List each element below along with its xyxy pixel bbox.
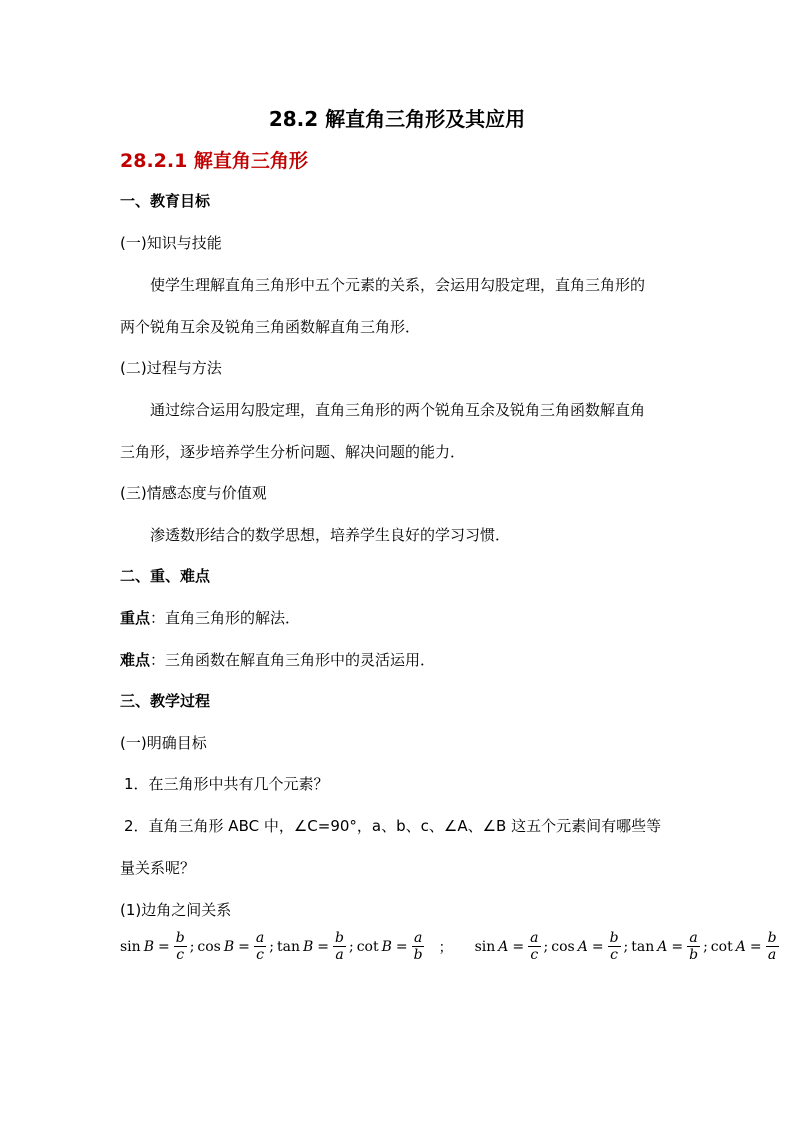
formula-fraction	[766, 930, 779, 963]
fraction-numerator: a	[689, 930, 698, 946]
fraction-denominator: c	[256, 947, 264, 963]
formula-equals: =	[512, 938, 525, 955]
knowledge-paragraph-line2: 两个锐角互余及锐角三角函数解直角三角形．	[120, 318, 421, 336]
formula-function: cot	[710, 938, 733, 955]
key-point-line	[120, 608, 300, 628]
formula-angle: A	[657, 938, 668, 955]
fraction-denominator: b	[689, 947, 699, 963]
question-1: 1．在三角形中共有几个元素？	[124, 775, 329, 793]
formula-angle: B	[223, 938, 235, 955]
key-point-text: ：直角三角形的解法．	[150, 609, 301, 627]
question-2-line2: 量关系呢？	[120, 859, 196, 877]
formula-equals: =	[671, 938, 684, 955]
fraction-numerator: a	[255, 930, 265, 946]
trig-formula-tan-a	[631, 930, 700, 963]
formula-semicolon: ;	[189, 938, 195, 955]
formula-function: tan	[631, 938, 655, 955]
formula-fraction	[333, 930, 346, 963]
fraction-numerator: b	[767, 930, 777, 946]
knowledge-heading: (一)知识与技能	[120, 234, 222, 252]
trig-formula-line	[120, 930, 779, 963]
difficulty-label: 难点	[120, 651, 151, 669]
knowledge-paragraph-line1: 使学生理解直角三角形中五个元素的关系，会运用勾股定理，直角三角形的	[150, 276, 646, 294]
formula-equals: =	[395, 938, 408, 955]
formula-fraction	[528, 930, 540, 963]
goals-heading: 一、教育目标	[120, 192, 211, 210]
formula-equals: =	[591, 938, 604, 955]
formula-semicolon: ;	[703, 938, 708, 955]
formula-fraction	[608, 930, 621, 963]
trig-formula-tan-b	[277, 930, 346, 963]
document-title: 28.2 解直角三角形及其应用	[268, 107, 526, 131]
fraction-denominator: c	[530, 947, 539, 963]
formula-angle: B	[302, 938, 314, 955]
trig-formula-cos-a	[551, 930, 620, 963]
trig-formula-sin-a	[475, 930, 541, 963]
question-2-line1: 2．直角三角形 ABC 中，∠C=90°，a、b、c、∠A、∠B 这五个元素间有哪些等	[124, 817, 662, 835]
formula-fraction	[254, 930, 266, 963]
key-points-heading: 二、重、难点	[120, 567, 211, 585]
formula-semicolon: ;	[543, 938, 549, 955]
trig-formula-sin-b	[120, 930, 187, 963]
section-subtitle: 28.2.1 解直角三角形	[120, 150, 308, 172]
relation-heading: (1)边角之间关系	[120, 901, 232, 919]
formula-angle: B	[381, 938, 392, 955]
fraction-numerator: b	[335, 930, 344, 946]
teaching-process-heading: 三、教学过程	[120, 692, 211, 710]
difficulty-line	[120, 650, 435, 670]
formula-semicolon: ;	[348, 938, 354, 955]
formula-angle: B	[143, 938, 154, 955]
formula-angle: A	[735, 938, 746, 955]
emotion-heading: (三)情感态度与价值观	[120, 484, 267, 502]
process-paragraph-line1: 通过综合运用勾股定理，直角三角形的两个锐角互余及锐角三角函数解直角	[150, 401, 646, 419]
fraction-numerator: b	[609, 930, 619, 946]
emotion-paragraph: 渗透数形结合的数学思想，培养学生良好的学习习惯．	[150, 526, 511, 544]
formula-function: cot	[356, 938, 379, 955]
formula-angle: A	[577, 938, 588, 955]
formula-group-angle-a	[475, 930, 779, 963]
fraction-numerator: b	[175, 930, 185, 946]
formula-equals: =	[238, 938, 250, 955]
trig-formula-cot-b	[357, 930, 425, 963]
formula-function: sin	[120, 938, 141, 955]
formula-semicolon: ;	[269, 938, 274, 955]
formula-equals: =	[749, 938, 762, 955]
fraction-denominator: a	[767, 947, 777, 963]
formula-fraction	[412, 930, 425, 963]
formula-function: cos	[197, 938, 221, 955]
formula-fraction	[687, 930, 700, 963]
fraction-numerator: a	[530, 930, 539, 946]
trig-formula-cos-b	[197, 930, 266, 963]
formula-function: sin	[474, 938, 496, 955]
formula-function: tan	[276, 938, 300, 955]
trig-formula-cot-a	[711, 930, 779, 963]
key-point-label: 重点	[120, 609, 151, 627]
fraction-denominator: c	[176, 947, 185, 963]
fraction-numerator: a	[413, 930, 423, 946]
formula-group-separator: ；	[438, 939, 453, 956]
fraction-denominator: b	[413, 947, 423, 963]
formula-fraction	[174, 930, 187, 963]
formula-semicolon: ;	[623, 938, 629, 955]
difficulty-text: ：三角函数在解直角三角形中的灵活运用．	[150, 651, 436, 669]
process-heading: (二)过程与方法	[120, 359, 222, 377]
formula-equals: =	[157, 938, 170, 955]
fraction-denominator: c	[610, 947, 618, 963]
formula-group-angle-b	[120, 930, 425, 963]
formula-angle: A	[498, 938, 509, 955]
formula-equals: =	[317, 938, 330, 955]
formula-function: cos	[551, 938, 575, 955]
process-paragraph-line2: 三角形，逐步培养学生分析问题、解决问题的能力．	[120, 443, 466, 461]
goal-subheading: (一)明确目标	[120, 734, 207, 752]
fraction-denominator: a	[335, 947, 344, 963]
